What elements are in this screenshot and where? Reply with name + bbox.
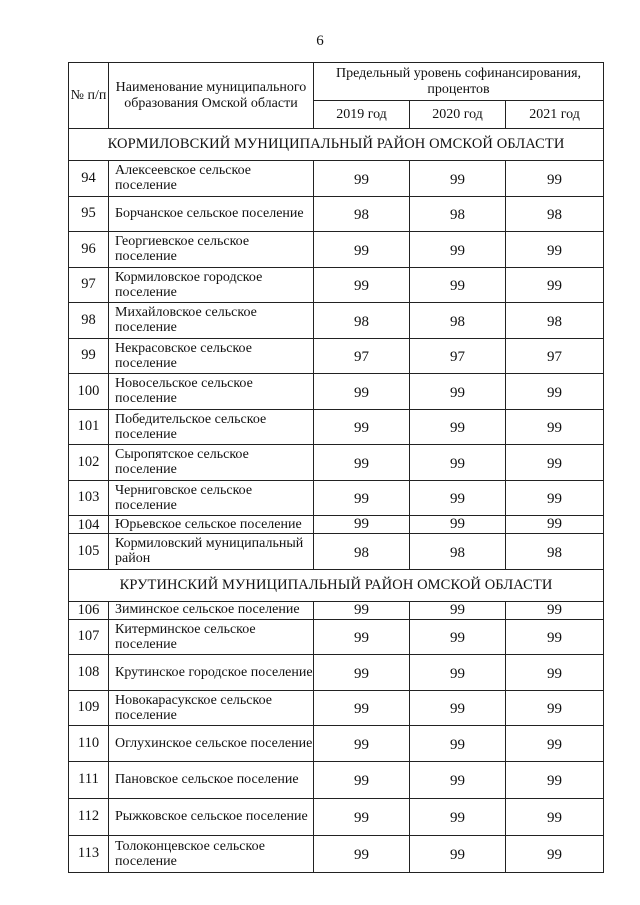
header-group: Предельный уровень софинансирования, процентов bbox=[314, 63, 604, 101]
row-value-2020: 98 bbox=[410, 534, 506, 570]
row-value-2020: 99 bbox=[410, 480, 506, 516]
row-name: Рыжковское сельское поселение bbox=[109, 798, 314, 835]
row-value-2021: 99 bbox=[506, 726, 604, 762]
row-value-2020: 99 bbox=[410, 835, 506, 872]
table-row bbox=[69, 690, 604, 726]
table-row bbox=[69, 445, 604, 481]
row-value-2021: 99 bbox=[506, 480, 604, 516]
row-value-2019: 99 bbox=[314, 601, 410, 619]
row-value-2020: 99 bbox=[410, 798, 506, 835]
row-value-2019: 99 bbox=[314, 409, 410, 445]
section-header-row bbox=[69, 569, 604, 601]
row-value-2019: 99 bbox=[314, 619, 410, 655]
row-number: 111 bbox=[69, 761, 109, 798]
row-number: 108 bbox=[69, 655, 109, 691]
row-value-2021: 99 bbox=[506, 655, 604, 691]
row-value-2019: 99 bbox=[314, 516, 410, 534]
section-header-row bbox=[69, 129, 604, 161]
row-value-2021: 99 bbox=[506, 161, 604, 197]
row-value-2020: 99 bbox=[410, 374, 506, 410]
cofinancing-table bbox=[68, 62, 604, 873]
row-name: Юрьевское сельское поселение bbox=[109, 516, 314, 534]
row-value-2021: 99 bbox=[506, 409, 604, 445]
row-name: Михайловское сельское поселение bbox=[109, 303, 314, 339]
table-row bbox=[69, 516, 604, 534]
header-name: Наименование муниципального образования Омской области bbox=[109, 63, 314, 129]
row-number: 100 bbox=[69, 374, 109, 410]
row-name: Толоконцевское сельское поселение bbox=[109, 835, 314, 872]
table-row bbox=[69, 726, 604, 762]
row-name: Китерминское сельское поселение bbox=[109, 619, 314, 655]
row-number: 95 bbox=[69, 196, 109, 232]
row-name: Пановское сельское поселение bbox=[109, 761, 314, 798]
row-value-2019: 99 bbox=[314, 445, 410, 481]
row-value-2020: 98 bbox=[410, 196, 506, 232]
row-value-2020: 99 bbox=[410, 690, 506, 726]
section-title: КОРМИЛОВСКИЙ МУНИЦИПАЛЬНЫЙ РАЙОН ОМСКОЙ ОБЛАСТИ bbox=[69, 129, 604, 161]
row-name: Победительское сельское поселение bbox=[109, 409, 314, 445]
row-value-2021: 99 bbox=[506, 601, 604, 619]
row-number: 113 bbox=[69, 835, 109, 872]
table-row bbox=[69, 480, 604, 516]
row-value-2019: 99 bbox=[314, 835, 410, 872]
row-value-2019: 99 bbox=[314, 374, 410, 410]
row-value-2019: 97 bbox=[314, 338, 410, 374]
row-value-2021: 98 bbox=[506, 534, 604, 570]
row-value-2021: 97 bbox=[506, 338, 604, 374]
row-name: Некрасовское сельское поселение bbox=[109, 338, 314, 374]
row-number: 102 bbox=[69, 445, 109, 481]
row-value-2021: 99 bbox=[506, 516, 604, 534]
row-value-2020: 97 bbox=[410, 338, 506, 374]
row-name: Новосельское сельское поселение bbox=[109, 374, 314, 410]
table-row bbox=[69, 761, 604, 798]
row-number: 97 bbox=[69, 267, 109, 303]
row-value-2019: 99 bbox=[314, 690, 410, 726]
table-row bbox=[69, 232, 604, 268]
row-value-2020: 99 bbox=[410, 161, 506, 197]
table-row bbox=[69, 619, 604, 655]
row-value-2021: 99 bbox=[506, 619, 604, 655]
row-name: Зиминское сельское поселение bbox=[109, 601, 314, 619]
table-row bbox=[69, 798, 604, 835]
row-value-2019: 98 bbox=[314, 534, 410, 570]
table-row bbox=[69, 267, 604, 303]
row-value-2019: 99 bbox=[314, 798, 410, 835]
row-number: 112 bbox=[69, 798, 109, 835]
table-row bbox=[69, 374, 604, 410]
table-body bbox=[69, 129, 604, 873]
row-value-2019: 99 bbox=[314, 267, 410, 303]
row-number: 109 bbox=[69, 690, 109, 726]
row-value-2021: 98 bbox=[506, 303, 604, 339]
row-name: Новокарасукское сельское поселение bbox=[109, 690, 314, 726]
row-number: 99 bbox=[69, 338, 109, 374]
row-value-2021: 99 bbox=[506, 232, 604, 268]
row-number: 94 bbox=[69, 161, 109, 197]
table-row bbox=[69, 161, 604, 197]
row-name: Черниговское сельское поселение bbox=[109, 480, 314, 516]
row-value-2020: 99 bbox=[410, 445, 506, 481]
row-value-2019: 99 bbox=[314, 655, 410, 691]
row-value-2020: 99 bbox=[410, 409, 506, 445]
row-value-2020: 99 bbox=[410, 232, 506, 268]
row-value-2020: 99 bbox=[410, 761, 506, 798]
header-year-2019: 2019 год bbox=[314, 101, 410, 129]
row-value-2021: 99 bbox=[506, 798, 604, 835]
table-row bbox=[69, 338, 604, 374]
row-value-2019: 99 bbox=[314, 726, 410, 762]
row-value-2021: 99 bbox=[506, 761, 604, 798]
row-name: Борчанское сельское поселение bbox=[109, 196, 314, 232]
row-value-2020: 99 bbox=[410, 619, 506, 655]
row-value-2020: 99 bbox=[410, 726, 506, 762]
row-value-2020: 98 bbox=[410, 303, 506, 339]
row-value-2020: 99 bbox=[410, 516, 506, 534]
row-name: Алексеевское сельское поселение bbox=[109, 161, 314, 197]
row-value-2019: 99 bbox=[314, 232, 410, 268]
row-value-2021: 99 bbox=[506, 445, 604, 481]
row-name: Сыропятское сельское поселение bbox=[109, 445, 314, 481]
table-row bbox=[69, 409, 604, 445]
row-value-2020: 99 bbox=[410, 601, 506, 619]
table-row bbox=[69, 303, 604, 339]
row-number: 106 bbox=[69, 601, 109, 619]
row-name: Кормиловский муниципальный район bbox=[109, 534, 314, 570]
row-number: 110 bbox=[69, 726, 109, 762]
section-title: КРУТИНСКИЙ МУНИЦИПАЛЬНЫЙ РАЙОН ОМСКОЙ ОБЛАСТИ bbox=[69, 569, 604, 601]
row-value-2019: 98 bbox=[314, 196, 410, 232]
page-number: 6 bbox=[316, 33, 324, 49]
header-year-2020: 2020 год bbox=[410, 101, 506, 129]
table-row bbox=[69, 601, 604, 619]
row-name: Кормиловское городское поселение bbox=[109, 267, 314, 303]
row-value-2019: 99 bbox=[314, 161, 410, 197]
row-value-2021: 99 bbox=[506, 267, 604, 303]
row-value-2019: 98 bbox=[314, 303, 410, 339]
table-row bbox=[69, 655, 604, 691]
row-name: Оглухинское сельское поселение bbox=[109, 726, 314, 762]
row-number: 104 bbox=[69, 516, 109, 534]
row-name: Крутинское городское поселение bbox=[109, 655, 314, 691]
row-value-2020: 99 bbox=[410, 655, 506, 691]
header-year-2021: 2021 год bbox=[506, 101, 604, 129]
row-number: 105 bbox=[69, 534, 109, 570]
table-row bbox=[69, 534, 604, 570]
row-value-2021: 98 bbox=[506, 196, 604, 232]
row-value-2019: 99 bbox=[314, 480, 410, 516]
row-value-2021: 99 bbox=[506, 374, 604, 410]
row-value-2020: 99 bbox=[410, 267, 506, 303]
row-number: 98 bbox=[69, 303, 109, 339]
table-row bbox=[69, 835, 604, 872]
row-number: 101 bbox=[69, 409, 109, 445]
header-num: № п/п bbox=[69, 63, 109, 129]
row-number: 103 bbox=[69, 480, 109, 516]
row-number: 107 bbox=[69, 619, 109, 655]
row-value-2021: 99 bbox=[506, 690, 604, 726]
row-value-2021: 99 bbox=[506, 835, 604, 872]
row-value-2019: 99 bbox=[314, 761, 410, 798]
table-row bbox=[69, 196, 604, 232]
row-name: Георгиевское сельское поселение bbox=[109, 232, 314, 268]
row-number: 96 bbox=[69, 232, 109, 268]
